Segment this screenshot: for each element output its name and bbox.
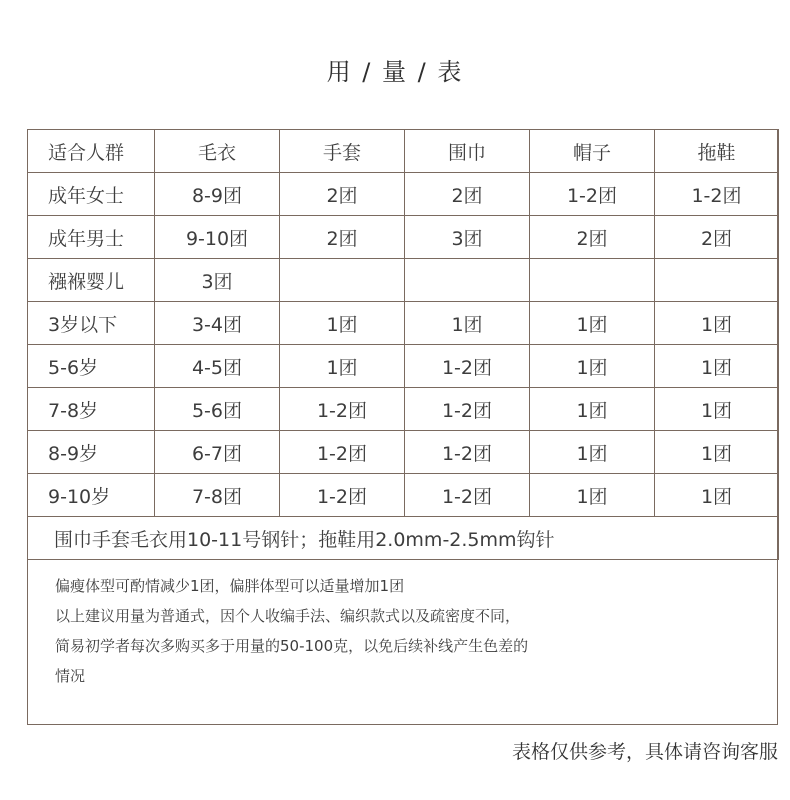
table-cell: 7-8团 xyxy=(155,474,280,517)
page-title: 用 / 量 / 表 xyxy=(326,58,464,86)
table-cell: 1团 xyxy=(530,345,655,388)
table-cell: 成年男士 xyxy=(28,216,155,259)
table-cell: 成年女士 xyxy=(28,173,155,216)
table-cell: 1-2团 xyxy=(405,431,530,474)
table-cell xyxy=(280,259,405,302)
table-cell: 3团 xyxy=(155,259,280,302)
table-cell xyxy=(530,259,655,302)
table-cell: 8-9团 xyxy=(155,173,280,216)
table-cell: 1团 xyxy=(530,474,655,517)
table-cell: 2团 xyxy=(655,216,779,259)
table-row xyxy=(28,431,779,474)
footer-note: 表格仅供参考，具体请咨询客服 xyxy=(511,741,778,763)
table-cell: 6-7团 xyxy=(155,431,280,474)
table-row xyxy=(28,173,779,216)
table-cell: 7-8岁 xyxy=(28,388,155,431)
table-cell: 3岁以下 xyxy=(28,302,155,345)
table-cell: 5-6岁 xyxy=(28,345,155,388)
table-cell: 5-6团 xyxy=(155,388,280,431)
table-cell: 3-4团 xyxy=(155,302,280,345)
table-cell: 1团 xyxy=(655,302,779,345)
table-cell: 8-9岁 xyxy=(28,431,155,474)
header-cell-hat: 帽子 xyxy=(530,130,655,173)
remark-line: 情况 xyxy=(55,667,86,685)
table-cell: 1团 xyxy=(530,388,655,431)
needle-note: 围巾手套毛衣用10-11号钢针；拖鞋用2.0mm-2.5mm钩针 xyxy=(28,517,779,560)
table-cell: 1-2团 xyxy=(280,388,405,431)
header-cell-slippers: 拖鞋 xyxy=(655,130,779,173)
table-cell: 1-2团 xyxy=(405,474,530,517)
remark-line: 简易初学者每次多购买多于用量的50-100克，以免后续补线产生色差的 xyxy=(55,637,529,655)
table-cell: 1-2团 xyxy=(655,173,779,216)
table-cell: 1团 xyxy=(530,302,655,345)
table-cell: 9-10岁 xyxy=(28,474,155,517)
table-cell: 4-5团 xyxy=(155,345,280,388)
table-cell: 1团 xyxy=(405,302,530,345)
table-cell: 襁褓婴儿 xyxy=(28,259,155,302)
table-cell: 2团 xyxy=(280,216,405,259)
table-cell: 2团 xyxy=(280,173,405,216)
table-row xyxy=(28,345,779,388)
table-cell: 1-2团 xyxy=(405,388,530,431)
remark-line: 偏瘦体型可酌情减少1团，偏胖体型可以适量增加1团 xyxy=(55,577,405,595)
table-cell: 1-2团 xyxy=(280,431,405,474)
header-cell-sweater: 毛衣 xyxy=(155,130,280,173)
table-cell: 1团 xyxy=(280,345,405,388)
table-row xyxy=(28,302,779,345)
table-row xyxy=(28,388,779,431)
header-cell-gloves: 手套 xyxy=(280,130,405,173)
table-cell xyxy=(405,259,530,302)
needle-note-row xyxy=(28,517,779,560)
usage-table xyxy=(27,129,779,560)
remarks xyxy=(55,571,770,691)
table-cell xyxy=(655,259,779,302)
header-cell-scarf: 围巾 xyxy=(405,130,530,173)
table-cell: 2团 xyxy=(405,173,530,216)
table-row xyxy=(28,259,779,302)
table-cell: 9-10团 xyxy=(155,216,280,259)
table-cell: 1团 xyxy=(655,431,779,474)
table-cell: 1-2团 xyxy=(530,173,655,216)
header-cell-group: 适合人群 xyxy=(28,130,155,173)
table-cell: 2团 xyxy=(530,216,655,259)
table-cell: 1团 xyxy=(280,302,405,345)
table-header-row xyxy=(28,130,779,173)
table-cell: 1-2团 xyxy=(280,474,405,517)
remark-line: 以上建议用量为普通式，因个人收编手法、编织款式以及疏密度不同， xyxy=(55,607,521,625)
table-cell: 1团 xyxy=(530,431,655,474)
table-cell: 1-2团 xyxy=(405,345,530,388)
table-row xyxy=(28,474,779,517)
table-row xyxy=(28,216,779,259)
table-cell: 1团 xyxy=(655,474,779,517)
table-cell: 1团 xyxy=(655,388,779,431)
table-cell: 1团 xyxy=(655,345,779,388)
table-cell: 3团 xyxy=(405,216,530,259)
